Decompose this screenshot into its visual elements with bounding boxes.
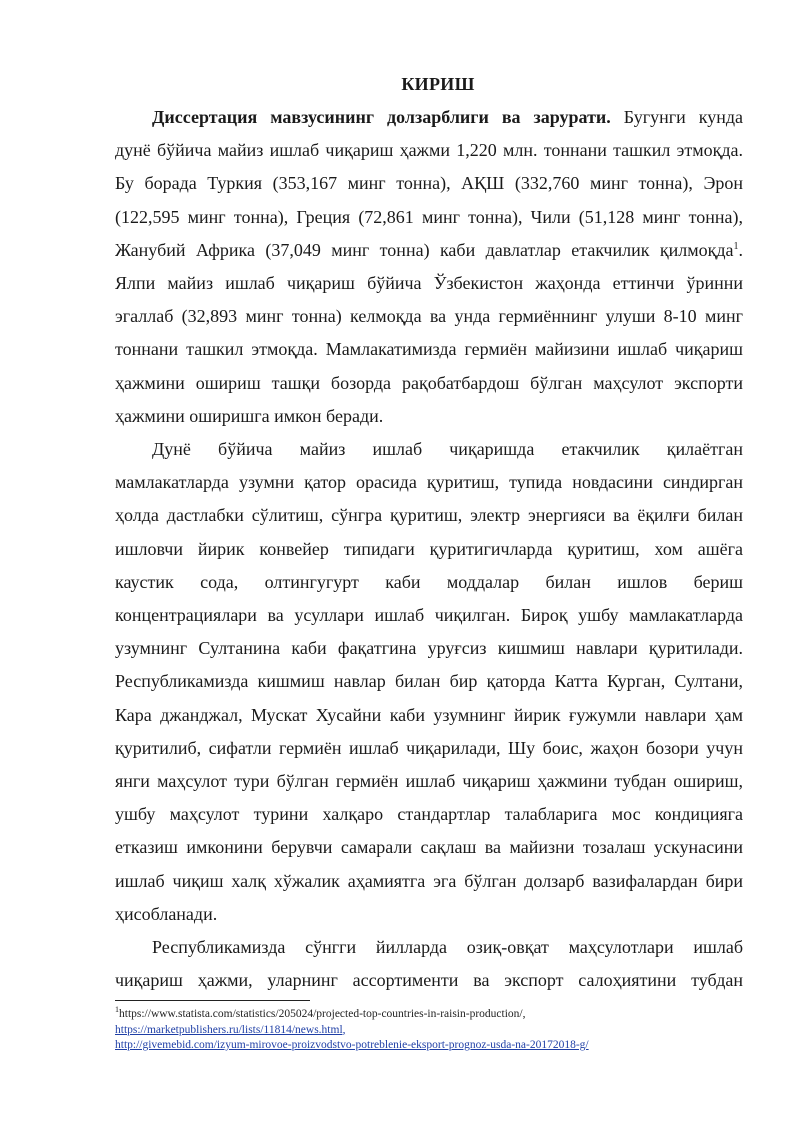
paragraph-1-line-1 [115,101,743,134]
paragraph-1-line-2: дунё бўйича майиз ишлаб чиқариш ҳажми 1,220 млн. тоннани ташкил этмоқда. [115,140,743,161]
footnote-link-givemebid[interactable]: http://givemebid.com/izyum-mirovoe-proizvodstvo-potreblenie-eksport-prognoz-usda-na-20172018-g/ [115,1039,589,1051]
paragraph-text: . [738,239,743,260]
paragraph-1-line-3: Бу борада Туркия (353,167 минг тонна), АҚШ (332,760 минг тонна), Эрон [115,173,743,194]
footnote-separator [115,1000,310,1001]
paragraph-2-line-11: янги маҳсулот тури бўлган гермиён ишлаб чиқариш ҳажмини тубдан ошириш, [115,771,743,792]
paragraph-2-line-9: Кара джанджал, Мускат Хусайни каби узумнинг йирик ғужумли навлари ҳам [115,704,743,725]
footnote-line-1 [115,1007,755,1023]
footnote-marker[interactable]: 1 [733,240,739,252]
paragraph-2-line-7: узумнинг Султанина каби фақатгина уруғсиз кишмиш навлари қуритилади. [115,638,743,659]
body-text [115,101,743,997]
footnote-number: 1 [115,1005,119,1015]
paragraph-2-line-14: ишлаб чиқиш халқ хўжалик аҳамиятга эга бўлган долзарб вазифалардан бири [115,870,743,891]
paragraph-3-line-2: чиқариш ҳажми, уларнинг ассортименти ва экспорт салоҳиятини тубдан [115,970,743,991]
footnote-url-statista: https://www.statista.com/statistics/205024/projected-top-countries-in-raisin-production/, [119,1008,526,1020]
paragraph-text: Жанубий Африка (37,049 минг тонна) каби давлатлар етакчилик қилмоқда [115,239,734,260]
paragraph-1-line-4: (122,595 минг тонна), Греция (72,861 минг тонна), Чили (51,128 минг тонна), [115,206,743,227]
paragraph-1-line-6: Ялпи майиз ишлаб чиқариш бўйича Ўзбекистон жаҳонда еттинчи ўринни [115,273,743,294]
paragraph-2-line-13: етказиш имконини берувчи самарали сақлаш ва майизни тозалаш ускунасини [115,837,743,858]
paragraph-2-line-6: концентрациялари ва усуллари ишлаб чиқилган. Бироқ ушбу мамлакатларда [115,605,743,626]
paragraph-1-line-7: эгаллаб (32,893 минг тонна) келмоқда ва унда гермиённинг улуши 8-10 минг [115,306,743,327]
paragraph-2-line-8: Республикамизда кишмиш навлар билан бир қаторда Катта Курган, Султани, [115,671,743,692]
paragraph-text: Бугунги кунда [610,107,743,127]
section-heading: КИРИШ [401,74,475,94]
footnotes [115,1007,755,1054]
paragraph-2-line-12: ушбу маҳсулот турини халқаро стандартлар талабларига мос кондицияга [115,804,743,825]
paragraph-1-line-5 [115,234,743,267]
bold-lead: Диссертация мавзусининг долзарблиги ва зарурати. [152,107,611,127]
paragraph-2-line-3: ҳолда дастлабки сўлитиш, сўнгра қуритиш, электр энергияси ва ёқилғи билан [115,505,743,526]
footnote-link-marketpublishers[interactable]: https://marketpublishers.ru/lists/11814/news.html, [115,1023,346,1036]
paragraph-2-line-4: ишловчи йирик конвейер типидаги қуритигичларда қуритиш, хом ашёга [115,538,743,559]
paragraph-3-line-1: Республикамизда сўнгги йилларда озиқ-овқат маҳсулотлари ишлаб [152,937,743,958]
paragraph-2-line-5: каустик сода, олтингугурт каби моддалар билан ишлов бериш [115,571,743,592]
paragraph-1-line-8: тоннани ташкил этмоқда. Мамлакатимизда гермиён майизини ишлаб чиқариш [115,339,743,360]
paragraph-2-line-2: мамлакатларда узумни қатор орасида қуритиш, тупида новдасини синдирган [115,472,743,493]
paragraph-1-line-9: ҳажмини ошириш ташқи бозорда рақобатбардош бўлган маҳсулот экспорти [115,372,743,393]
paragraph-2-line-1: Дунё бўйича майиз ишлаб чиқаришда етакчилик қилаётган [152,439,743,460]
paragraph-2-line-15: ҳисобланади. [115,903,218,924]
paragraph-2-line-10: қуритилиб, сифатли гермиён ишлаб чиқарилади, Шу боис, жаҳон бозори учун [115,737,743,758]
paragraph-1-line-10: ҳажмини оширишга имкон беради. [115,405,384,426]
